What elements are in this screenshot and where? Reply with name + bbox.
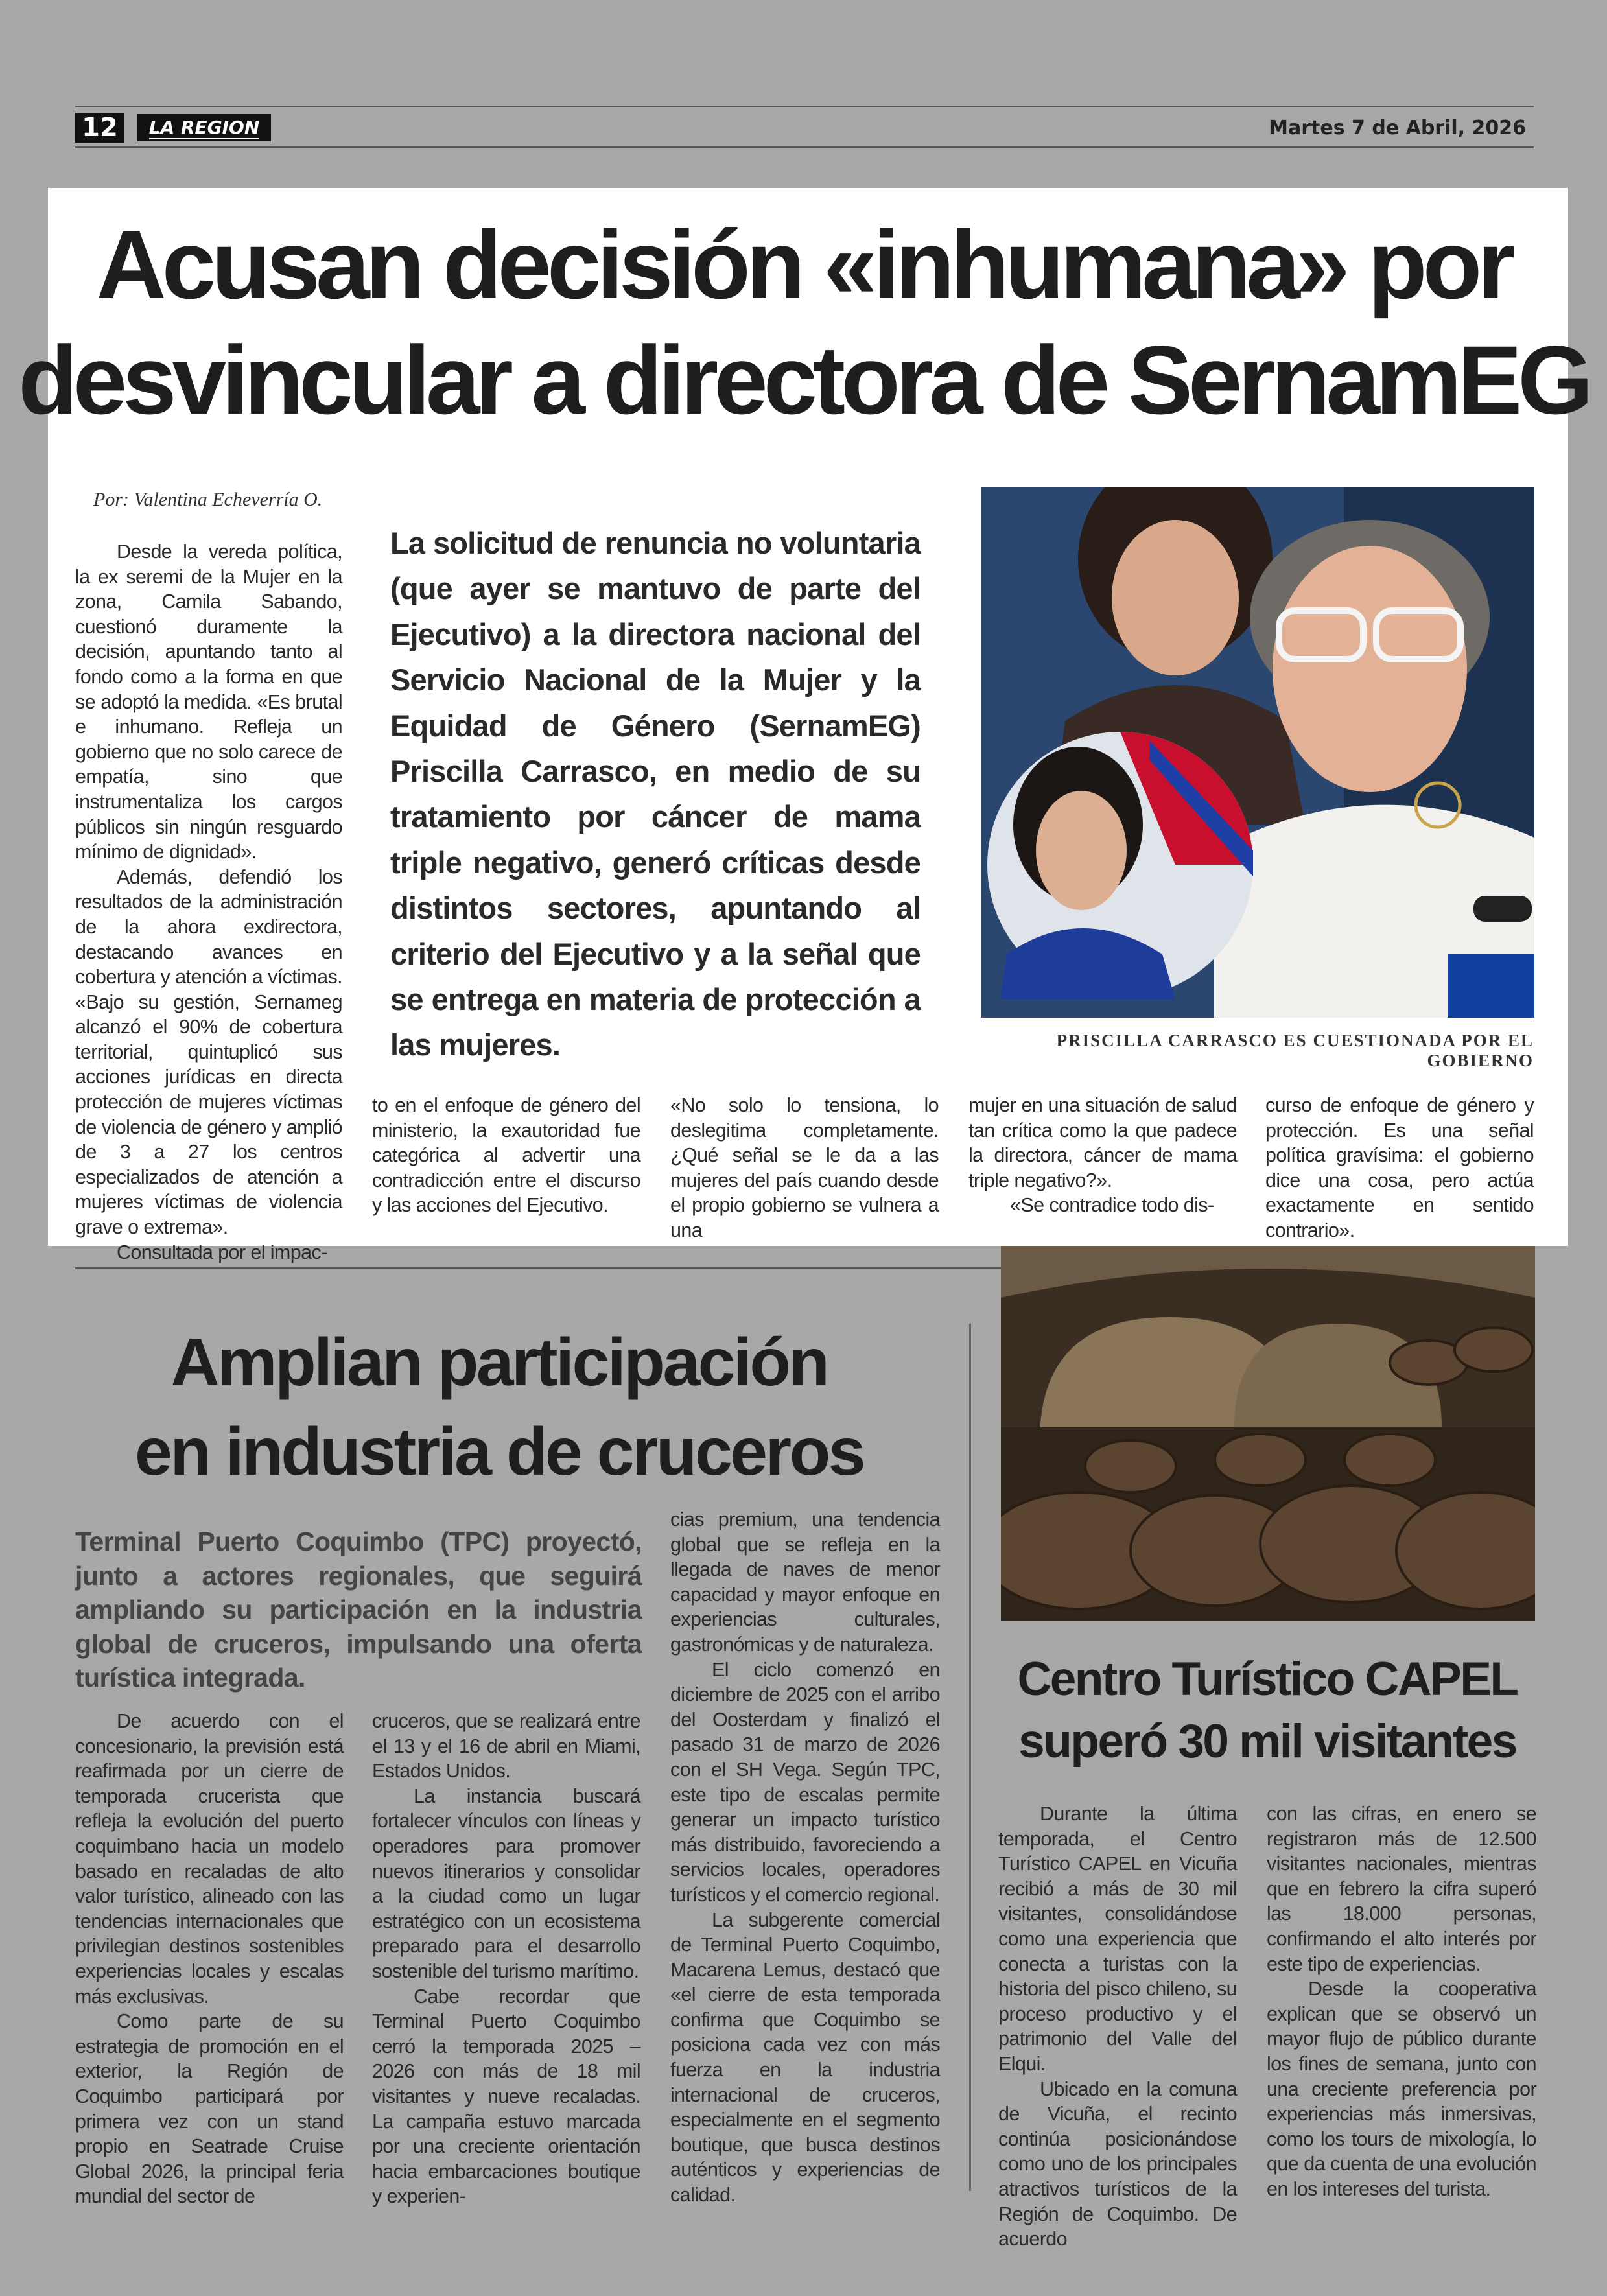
article2-lead: Terminal Puerto Coquimbo (TPC) proyectó, junto a actores regionales, que seguirá ampliando su participación en la industria global de cruceros, impulsando una oferta turística integrada. xyxy=(75,1527,642,1693)
article1-col1-para-1: Desde la vereda política, la ex seremi de la Mujer en la zona, Camila Sabando, cuestionó duramente la decisión, apuntando tanto al fondo como a la forma en que se adoptó la medida. «Es brutal e inhumano. Refleja un gobierno que no solo carece de empatía, sino que instrumentaliza los cargos públicos sin ningún resguardo mínimo de dignidad». xyxy=(75,541,342,863)
article1-column-2 xyxy=(372,1093,640,1218)
cruise-headline-line-1: Amplian participación xyxy=(170,1325,828,1400)
article2-col2-para-1: cruceros, que se realizará entre el 13 y el 16 de abril en Miami, Estados Unidos. xyxy=(372,1710,640,1783)
article3-column-2 xyxy=(1267,1801,1536,2202)
article1-column-1 xyxy=(75,539,342,1265)
issue-date: Martes 7 de Abril, 2026 xyxy=(1269,117,1526,139)
newspaper-name-text: LA REGION xyxy=(148,117,260,138)
header-bottom-rule xyxy=(75,146,1534,148)
capel-headline-line-2: superó 30 mil visitantes xyxy=(1018,1715,1516,1768)
article1-col1-para-2: Además, defendió los resultados de la administración de la ahora exdirectora, destacando avances en cobertura y atención a víctimas. «Bajo su gestión, Sernameg alcanzó el 90% de cobertura territorial, quintuplicó sus acciones jurídicas en directa protección de mujeres víctimas de violencia de género y amplió de 3 a 27 los centros especializados de atención a mujeres víctimas de violencia grave o extrema». xyxy=(75,865,342,1239)
capel-headline-line-1: Centro Turístico CAPEL xyxy=(1017,1653,1518,1705)
cruise-headline-line-2: en industria de cruceros xyxy=(135,1414,863,1490)
photo-caption: PRISCILLA CARRASCO ES CUESTIONADA POR EL GOBIERNO xyxy=(1056,1031,1534,1070)
press-photo-illustration xyxy=(981,487,1534,1018)
section-divider-vertical xyxy=(969,1324,971,2191)
page-number: 12 xyxy=(75,113,124,143)
article2-col2-para-2: La instancia buscará fortalecer vínculos con líneas y operadores para promover nuevos itinerarios y consolidar a la ciudad como un lugar estratégico con un ecosistema preparado para el desarrollo sostenible del turismo marítimo. xyxy=(372,1785,640,1982)
article3-column-1 xyxy=(998,1801,1237,2252)
article1-column-3 xyxy=(670,1093,939,1243)
article3-col2-para-2: Desde la cooperativa explican que se observó un mayor flujo de público durante los fines de semana, junto con una creciente preferencia por experiencias más inmersivas, como los tours de mixología, lo que da cuenta de una evolución en los intereses del turista. xyxy=(1267,1978,1536,2200)
article1-col2-text: to en el enfoque de género del ministerio, la exautoridad fue categórica al advertir una contradicción entre el discurso y las acciones del Ejecutivo. xyxy=(372,1094,640,1217)
main-headline-line-2: desvincular a directora de SernamEG xyxy=(18,325,1589,434)
article2-col3-para-1: cias premium, una tendencia global que se refleja en la llegada de naves de menor capacidad y mayor enfoque en experiencias culturales, gastronómicas y de naturaleza. xyxy=(670,1508,940,1656)
article1-col1-para-3: Consultada por el impac- xyxy=(117,1241,327,1263)
barrel-cellar-illustration xyxy=(1001,1246,1535,1621)
article1-column-4 xyxy=(968,1093,1237,1218)
article2-column-2 xyxy=(372,1709,640,2209)
article2-column-1 xyxy=(75,1709,344,2209)
article1-col5-text: curso de enfoque de género y protección. Es una señal política gravísima: el gobierno dice una cosa, pero actúa exactamente en sentido contrario». xyxy=(1265,1094,1534,1241)
article2-col3-para-2: El ciclo comenzó en diciembre de 2025 con el arribo del Oosterdam y finalizó el pasado 31 de marzo de 2026 con el SH Vega. Según TPC, este tipo de escalas permite generar un impacto turístico más distribuido, favoreciendo a servicios locales, operadores turísticos y el comercio regional. xyxy=(670,1658,940,1906)
article3-col2-para-1: con las cifras, en enero se registraron más de 12.500 visitantes nacionales, mientras que en febrero la cifra superó las 18.000 personas, confirmando el alto interés por este tipo de experiencias. xyxy=(1267,1803,1536,1975)
article2-col1-para-1: De acuerdo con el concesionario, la previsión está reafirmada por un cierre de temporada crucerista que refleja la evolución del puerto coquimbano hacia un modelo basado en recaladas de alto valor turístico, alineado con las tendencias internacionales que privilegian destinos sostenibles experiencias locales y escalas más exclusivas. xyxy=(75,1710,344,2008)
header-top-rule xyxy=(75,106,1534,107)
article1-col3-text: «No solo lo tensiona, lo deslegitima completamente. ¿Qué señal se le da a las mujeres del país cuando desde el propio gobierno se vulnera a una xyxy=(670,1094,939,1241)
byline: Por: Valentina Echeverría O. xyxy=(93,489,323,510)
priscilla-carrasco-photo xyxy=(981,487,1534,1018)
article2-col1-para-2: Como parte de su estrategia de promoción en el exterior, la Región de Coquimbo participará por primera vez con un stand propio en Seatrade Cruise Global 2026, la principal feria mundial del sector de xyxy=(75,2010,344,2208)
article1-col4-para-1: mujer en una situación de salud tan crítica como la que padece la directora, cáncer de mama triple negativo?». xyxy=(968,1094,1237,1191)
article1-column-5 xyxy=(1265,1093,1534,1243)
main-headline-line-1: Acusan decisión «inhumana» por xyxy=(96,210,1511,319)
article2-col2-para-3: Cabe recordar que Terminal Puerto Coquimbo cerró la temporada 2025 – 2026 con más de 18 mil visitantes y nueve recaladas. La campaña estuvo marcada por una creciente orientación hacia embarcaciones boutique y experien- xyxy=(372,1985,640,2208)
article2-column-3 xyxy=(670,1507,940,2208)
wine-cellar-photo xyxy=(1001,1246,1535,1621)
article1-lead: La solicitud de renuncia no voluntaria (que ayer se mantuvo de parte del Ejecutivo) a la directora nacional del Servicio Nacional de la Mujer y la Equidad de Género (SernamEG) Priscilla Carrasco, en medio de su tratamiento por cáncer de mama triple negativo, generó críticas desde distintos sectores, apuntando al criterio del Ejecutivo y a la señal que se entrega en materia de protección a las mujeres. xyxy=(390,526,921,1062)
article3-col1-para-1: Durante la última temporada, el Centro Turístico CAPEL en Vicuña recibió a más de 30 mil visitantes, consolidándose como una experiencia que conecta a turistas con la historia del pisco chileno, su proceso productivo y el patrimonio del Valle del Elqui. xyxy=(998,1803,1237,2075)
article1-col4-para-2: «Se contradice todo dis- xyxy=(1010,1194,1214,1217)
article2-col3-para-3: La subgerente comercial de Terminal Puerto Coquimbo, Macarena Lemus, destacó que «el cierre de esta temporada confirma que Coquimbo se posiciona cada vez con más fuerza en la industria internacional de cruceros, especialmente en el segmento boutique, que busca destinos auténticos y experiencias de calidad. xyxy=(670,1908,940,2207)
newspaper-name xyxy=(137,114,271,141)
article3-col1-para-2: Ubicado en la comuna de Vicuña, el recinto continúa posicionándose como uno de los principales atractivos turísticos de la Región de Coquimbo. De acuerdo xyxy=(998,2078,1237,2251)
